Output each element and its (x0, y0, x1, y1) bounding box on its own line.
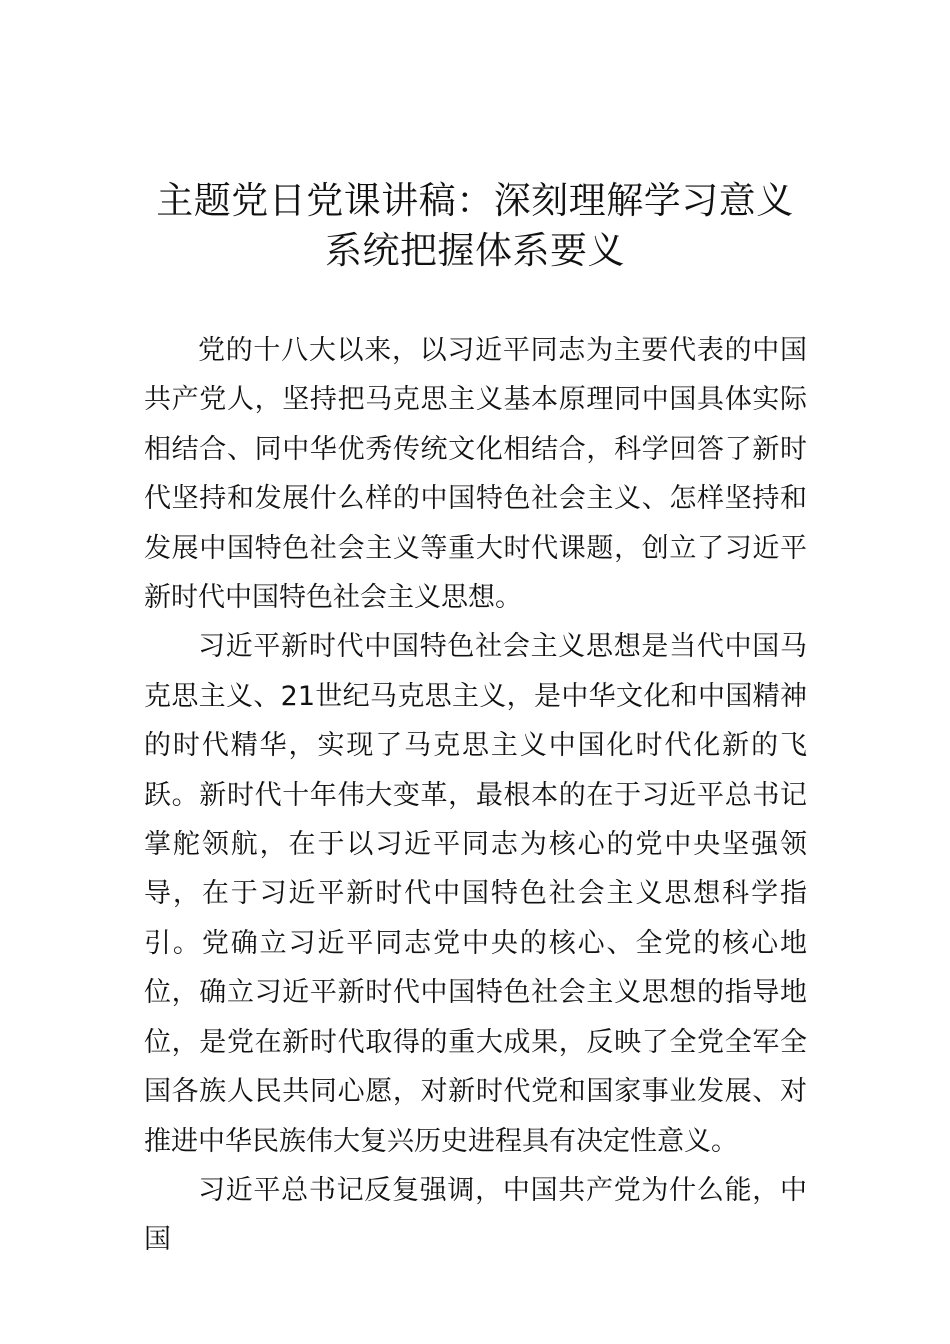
paragraph-3: 习近平总书记反复强调，中国共产党为什么能，中国 (144, 1174, 807, 1256)
document-title: 主题党日党课讲稿：深刻理解学习意义系统把握体系要义 (156, 179, 794, 272)
paragraph-2: 习近平新时代中国特色社会主义思想是当代中国马克思主义、21世纪马克思主义，是中华文化和中国精神的时代精华，实现了马克思主义中国化时代化新的飞跃。新时代十年伟大变革，最根本的在于习近平总书记掌舵领航，在于以习近平同志为核心的党中央坚强领导，在于习近平新时代中国特色社会主义思想科学指引。党确立习近平同志党中央的核心、全党的核心地位，确立习近平新时代中国特色社会主义思想的指导地位，是党在新时代取得的重大成果，反映了全党全军全国各族人民共同心愿，对新时代党和国家事业发展、对推进中华民族伟大复兴历史进程具有决定性意义。 (144, 631, 807, 1157)
paragraph-1: 党的十八大以来，以习近平同志为主要代表的中国共产党人，坚持把马克思主义基本原理同中国具体实际相结合、同中华优秀传统文化相结合，科学回答了新时代坚持和发展什么样的中国特色社会主义、怎样坚持和发展中国特色社会主义等重大时代课题，创立了习近平新时代中国特色社会主义思想。 (144, 335, 807, 614)
document-body (144, 326, 807, 1265)
